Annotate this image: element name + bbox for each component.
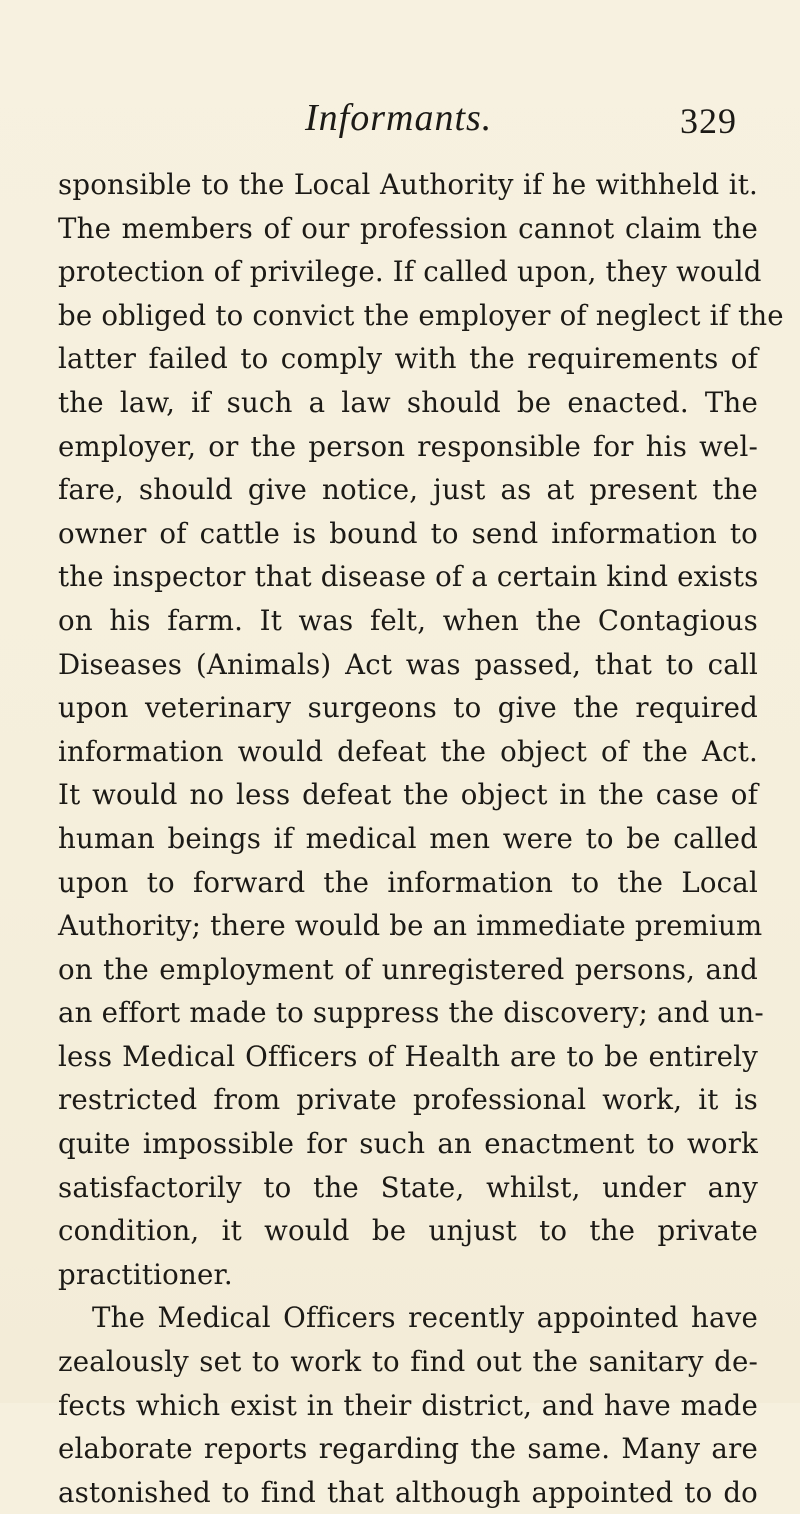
text-line: quite impossible for such an enactment to work xyxy=(58,1127,758,1161)
text-line: owner of cattle is bound to send information to xyxy=(58,516,758,550)
text-line: zealously set to work to find out the sanitary de- xyxy=(58,1345,758,1379)
text-line: upon to forward the information to the Local xyxy=(58,865,758,899)
body-text xyxy=(58,163,784,1514)
text-line: Diseases (Animals) Act was passed, that to call xyxy=(58,647,758,681)
text-line: astonished to find that although appointed to do xyxy=(58,1475,758,1509)
running-head xyxy=(0,92,800,152)
text-line: be obliged to convict the employer of neglect if the xyxy=(58,298,784,332)
text-line: information would defeat the object of the Act. xyxy=(58,734,758,768)
text-line: restricted from private professional work, it is xyxy=(58,1083,758,1117)
text-line: elaborate reports regarding the same. Many are xyxy=(58,1432,758,1466)
text-line: sponsible to the Local Authority if he withheld it. xyxy=(58,168,758,201)
page-number: 329 xyxy=(680,101,737,141)
text-line: protection of privilege. If called upon, they would xyxy=(58,255,762,289)
text-line: satisfactorily to the State, whilst, under any xyxy=(58,1170,758,1204)
text-line: It would no less defeat the object in the case of xyxy=(58,778,758,812)
paragraph-start-line: The Medical Officers recently appointed have xyxy=(92,1301,758,1335)
text-line: fare, should give notice, just as at present the xyxy=(58,473,758,507)
text-line: fects which exist in their district, and have made xyxy=(58,1388,758,1422)
text-line: employer, or the person responsible for his wel- xyxy=(58,429,758,463)
text-line: human beings if medical men were to be called xyxy=(58,821,758,855)
text-line: upon veterinary surgeons to give the required xyxy=(58,691,758,725)
text-line: The members of our profession cannot claim the xyxy=(58,211,758,245)
text-line: the law, if such a law should be enacted. The xyxy=(58,385,758,419)
text-line: latter failed to comply with the requirements of xyxy=(58,342,758,376)
text-line: an effort made to suppress the discovery; and un- xyxy=(58,996,764,1030)
paragraph-end-line: practitioner. xyxy=(58,1257,233,1291)
running-head-title: Informants. xyxy=(305,97,493,139)
text-line: condition, it would be unjust to the private xyxy=(58,1214,758,1248)
text-line: the inspector that disease of a certain kind exists xyxy=(58,560,759,594)
text-line: on the employment of unregistered persons, and xyxy=(58,952,758,986)
text-line: Authority; there would be an immediate premium xyxy=(58,909,763,943)
text-line: on his farm. It was felt, when the Contagious xyxy=(58,603,758,637)
text-line: less Medical Officers of Health are to be entirely xyxy=(58,1039,758,1073)
